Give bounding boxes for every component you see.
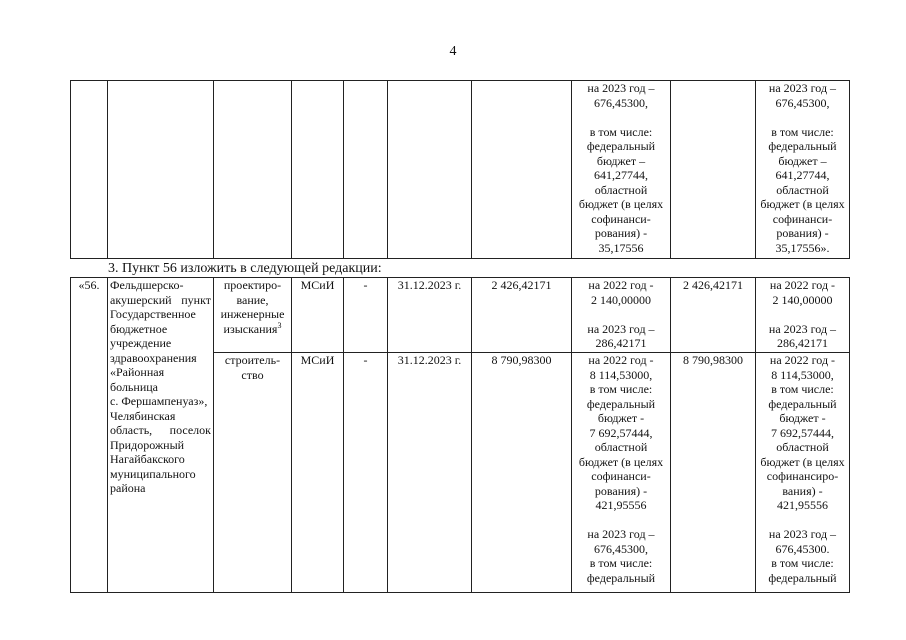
customer-cell: МСиИ [292, 278, 344, 353]
date-cell: 31.12.2023 г. [388, 278, 472, 353]
empty-cell [71, 81, 108, 259]
date-cell: 31.12.2023 г. [388, 353, 472, 593]
customer-cell: МСиИ [292, 353, 344, 593]
total-cell: 8 790,98300 [472, 353, 572, 593]
footnote-mark: 3 [277, 320, 282, 330]
work-type-construction: строитель- ство [214, 353, 292, 593]
empty-cell [108, 81, 214, 259]
section-heading: 3. Пункт 56 изложить в следующей редакции: [108, 261, 382, 276]
total-cell: 2 426,42171 [472, 278, 572, 353]
object-name: Фельдшерско- акушерский пункт Государственное бюджетное учреждение здравоохранения «Районная больница с. Фершампенуаз», Челябинская область, поселок Придорожный Нагайбакского муниципального района [108, 278, 214, 593]
page-number: 4 [449, 44, 457, 59]
item-56-table [70, 277, 850, 593]
funding-plan-cell: на 2022 год - 2 140,00000 на 2023 год – 286,42171 [572, 278, 671, 353]
dash-cell: - [344, 353, 388, 593]
dash-cell: - [344, 278, 388, 353]
funding-plan-cell: на 2023 год – 676,45300, в том числе: федеральный бюджет – 641,27744, областной бюджет (в целях софинанси- рования) - 35,17556 [572, 81, 671, 259]
work-type-design: проектиро- вание, инженерные изыскания$^3$ [214, 278, 292, 353]
empty-cell [671, 81, 756, 259]
funding-final-cell: на 2023 год – 676,45300, в том числе: федеральный бюджет – 641,27744, областной бюджет (в целях софинанси- рования) - 35,17556». [756, 81, 850, 259]
empty-cell [214, 81, 292, 259]
continuation-table [70, 80, 850, 259]
total-final-cell: 2 426,42171 [671, 278, 756, 353]
total-final-cell: 8 790,98300 [671, 353, 756, 593]
funding-final-cell: на 2022 год - 2 140,00000 на 2023 год – 286,42171 [756, 278, 850, 353]
empty-cell [472, 81, 572, 259]
empty-cell [292, 81, 344, 259]
empty-cell [344, 81, 388, 259]
empty-cell [388, 81, 472, 259]
funding-plan-cell: на 2022 год - 8 114,53000, в том числе: федеральный бюджет - 7 692,57444, областной бюджет (в целях софинанси- рования) - 421,95556 на 2023 год – 676,45300, в том числе: федеральный [572, 353, 671, 593]
item-number: «56. [71, 278, 108, 593]
funding-final-cell: на 2022 год - 8 114,53000, в том числе: федеральный бюджет - 7 692,57444, областной бюджет (в целях софинансиро- вания) - 421,95556 на 2023 год – 676,45300. в том числе: федеральный [756, 353, 850, 593]
